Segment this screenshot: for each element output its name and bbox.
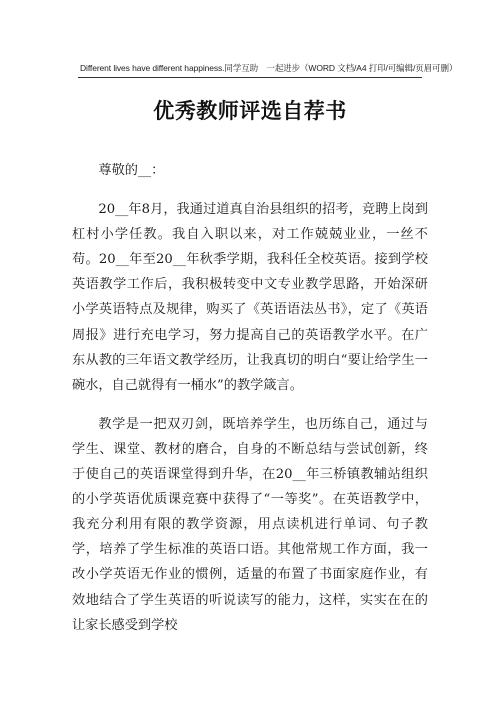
paragraph-2: 教学是一把双刃剑，既培养学生，也历练自己，通过与学生、课堂、教材的磨合，自身的不断总结与尝试创新，终于使自己的英语课堂得到升华，在20__年三桥镇教辅站组织的小学英语优质课竞赛中获得了“一等奖”。在英语教学中，我充分利用有限的教学资源，用点读机进行单词、句子教学，培养了学生标准的英语口语。其他常规工作方面，我一改小学英语无作业的惯例，适量的布置了书面家庭作业，有效地结合了学生英语的听说读写的能力，这样，实实在在的让家长感受到学校: [72, 416, 428, 633]
document-title: 优秀教师评选自荐书: [153, 99, 347, 123]
document-body: [72, 158, 428, 652]
header-divider: [78, 77, 422, 78]
paragraph-1: 20__年8月，我通过道真自治县组织的招考，竞聘上岗到杠村小学任教。我自入职以来，对工作兢兢业业，一丝不苟。20__年至20__年秋季学期，我科任全校英语。接到学校英语教学工作后，我积极转变中文专业教学思路，开始深研小学英语特点及规律，购买了《英语语法丛书》，定了《英语周报》进行充电学习，努力提高自己的英语教学水平。在广东从教的三年语文教学经历，让我真切的明白“要让给学生一碗水，自己就得有一桶水”的教学箴言。: [72, 202, 428, 393]
page-header-text: Different lives have different happiness.同学互助 一起进步（WORD 文档/A4 打印/可编辑/页眉可删）: [80, 63, 458, 73]
salutation: 尊敬的__：: [98, 163, 165, 178]
